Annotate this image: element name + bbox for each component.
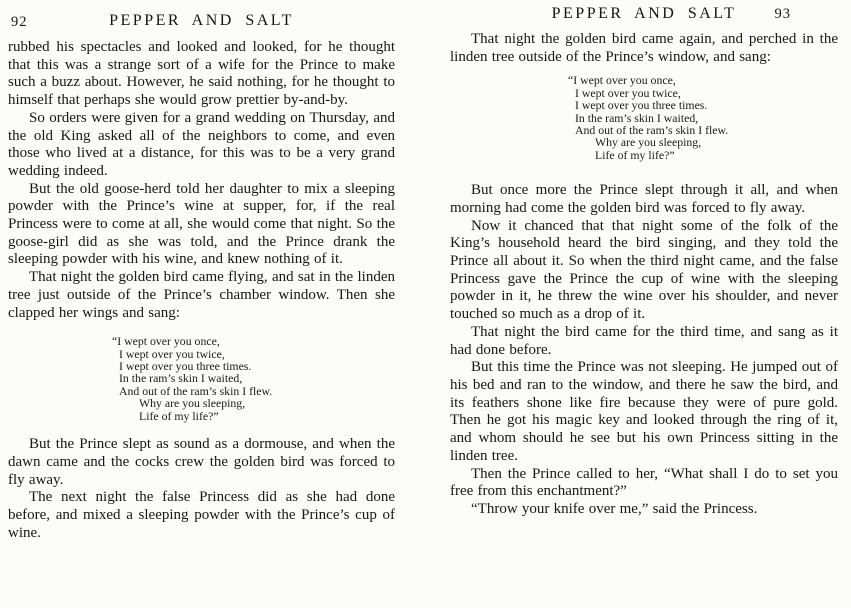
verse-line: I wept over you twice, (119, 346, 225, 361)
page-body-left (8, 39, 395, 542)
page-paragraph: But the old goose-herd told her daughter to mix a sleeping powder with the Prince’s wine at supper, for, if the real Princess were to come at all, she would come that night. So the goose-girl did as she was told, and the Prince drank the sleeping powder with his wine, and knew nothing of it. (8, 180, 395, 268)
verse-line: And out of the ram’s skin I flew. (119, 383, 273, 398)
page-paragraph: Then the Prince called to her, “What shall I do to set you free from this enchantment?” (450, 465, 838, 500)
page-paragraph: So orders were given for a grand wedding on Thursday, and the old King asked all of the neighbors to come, and even those who lived at a distance, for this was to be a very grand wedding indeed. (8, 109, 395, 179)
page-paragraph: Now it chanced that that night some of the folk of the King’s household heard the bird singing, and they told the Prince all about it. So when the third night came, and the false Princess gave the Prince the cup of wine with the sleeping powder in it, he threw the wine over his shoulder, and never touched so much as a drop of it. (450, 217, 838, 323)
page-paragraph: That night the golden bird came again, and perched in the linden tree outside of the Prince’s window, and sang: (450, 31, 838, 65)
song-verse (112, 335, 395, 422)
page-paragraph: rubbed his spectacles and looked and looked, for he thought that this was a strange sort of a wife for the Prince to make such a buzz about. However, he said nothing, for he thought to himself that perhaps she would grow prettier by-and-by. (8, 39, 395, 109)
verse-line: “I wept over you once, (112, 334, 220, 349)
book-page-right (426, 0, 851, 608)
page-paragraph: But this time the Prince was not sleeping. He jumped out of his bed and ran to the window, and there he saw the bird, and its feathers shone like fire because they were of pure gold. Then he got his magic key and looked through the ring of it, and whom should he see but his own Princess sitting in the linden tree. (450, 359, 838, 464)
page-body-right (450, 31, 838, 519)
page-number-right: 93 (774, 6, 791, 22)
verse-line: I wept over you twice, (575, 85, 681, 100)
running-header-left (8, 12, 395, 31)
verse-line: I wept over you three times. (119, 359, 252, 374)
verse-line: Why are you sleeping, (595, 135, 702, 150)
page-paragraph: The next night the false Princess did as she had done before, and mixed a sleeping powder with the Prince’s cup of wine. (8, 489, 395, 541)
running-header-right (450, 5, 838, 24)
page-number-left: 92 (11, 14, 28, 30)
page-paragraph: That night the bird came for the third time, and sang as it had done before. (450, 323, 838, 358)
page-paragraph: But the Prince slept as sound as a dormouse, and when the dawn came and the cocks crew the golden bird was forced to fly away. (8, 436, 395, 488)
verse-line: In the ram’s skin I waited, (575, 110, 699, 125)
running-header-title: PEPPER AND SALT (551, 5, 737, 22)
song-verse (568, 74, 838, 161)
verse-line: In the ram’s skin I waited, (119, 371, 243, 386)
page-paragraph: That night the golden bird came flying, and sat in the linden tree just outside of the Prince’s chamber window. Then she clapped her wings and sang: (8, 269, 395, 321)
verse-line: I wept over you three times. (575, 98, 708, 113)
verse-line: Life of my life?” (139, 408, 219, 423)
running-header-title: PEPPER AND SALT (109, 12, 294, 29)
verse-line: And out of the ram’s skin I flew. (575, 123, 729, 138)
page-paragraph: “Throw your knife over me,” said the Princess. (471, 500, 758, 517)
verse-line: Life of my life?” (595, 147, 675, 162)
page-paragraph: But once more the Prince slept through it all, and when morning had come the golden bird was forced to fly away. (450, 182, 838, 216)
verse-line: Why are you sleeping, (139, 396, 246, 411)
verse-line: “I wept over you once, (568, 73, 676, 88)
